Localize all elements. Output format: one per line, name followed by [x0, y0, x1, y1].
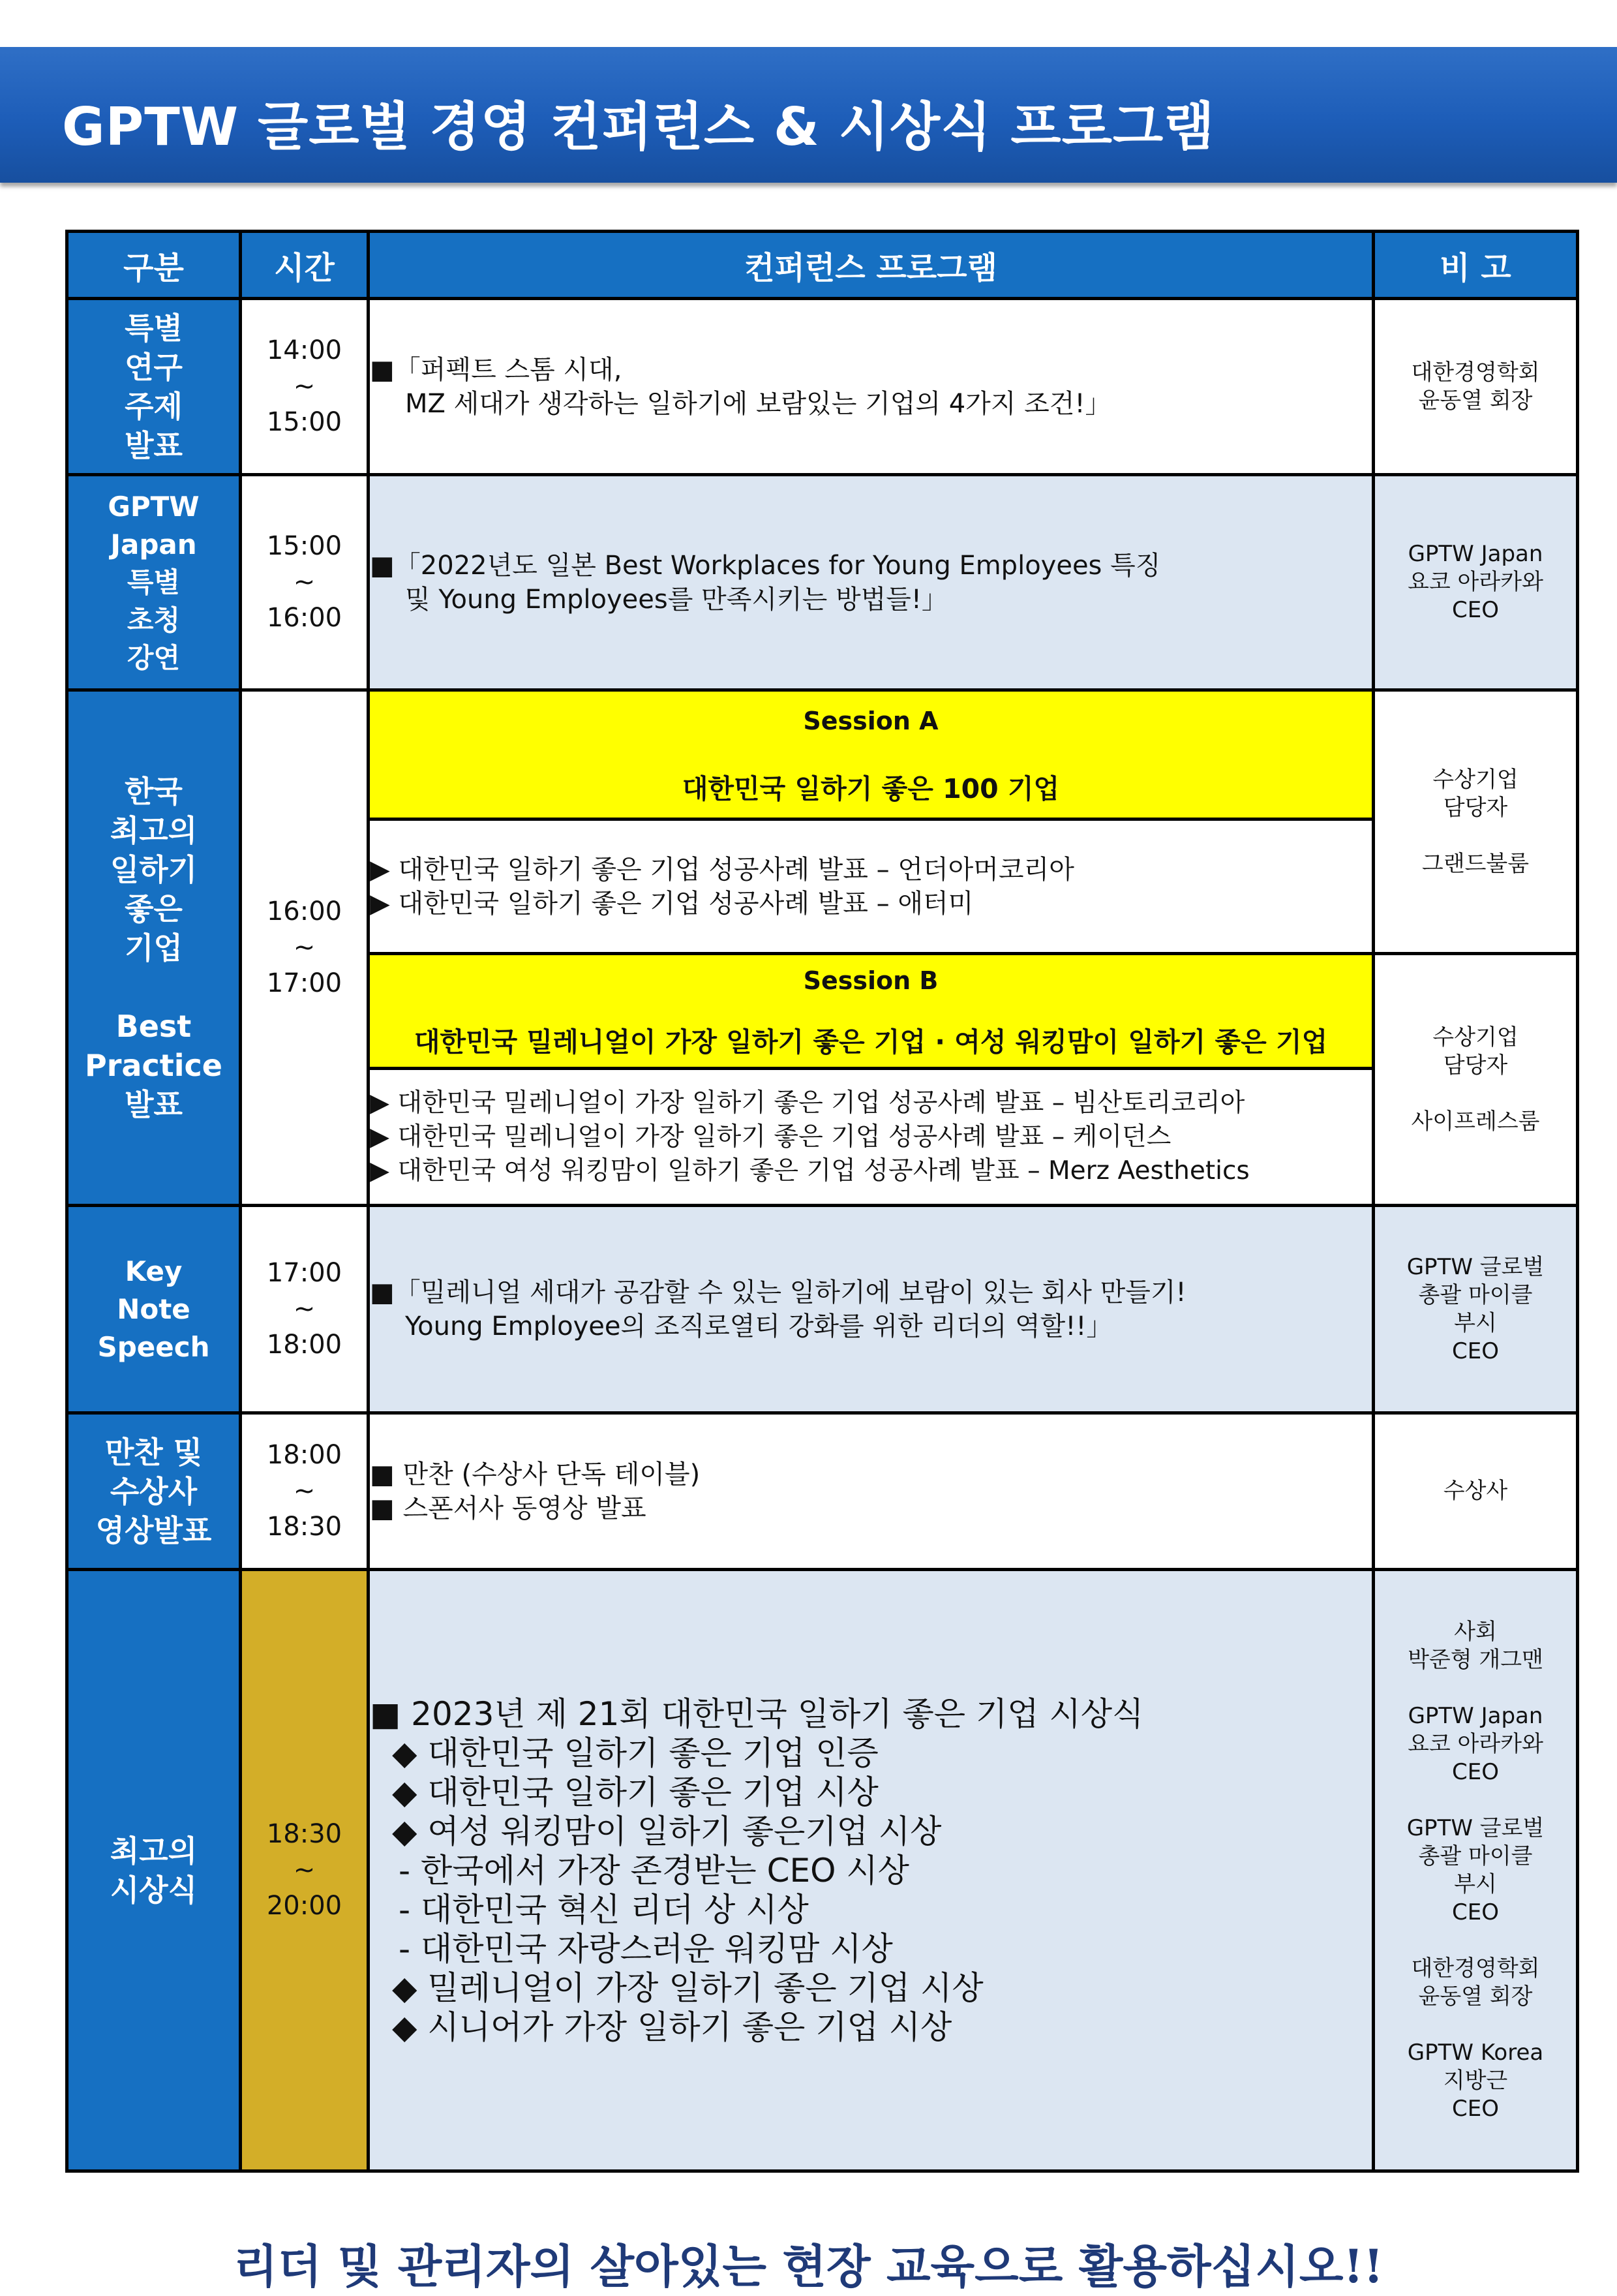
- list-item: ◆ 대한민국 일하기 좋은 기업 인증: [392, 1734, 879, 1772]
- program-cell: ■「밀레니얼 세대가 공감할 수 있는 일하기에 보람이 있는 회사 만들기! Young Employee의 조직로열티 강화를 위한 리더의 역할!!」: [369, 1206, 1374, 1413]
- list-item: ◆ 여성 워킹맘이 일하기 좋은기업 시상: [392, 1812, 942, 1850]
- category-cell: GPTW Japan 특별 초청 강연: [67, 475, 241, 690]
- note-cell: 사회 박준형 개그맨 GPTW Japan 요코 아라카와 CEO GPTW 글로벌 총괄 마이클 부시 CEO 대한경영학회 윤동열 회장 GPTW Korea 지방근 CEO: [1374, 1570, 1578, 2171]
- table-header-row: [67, 232, 1578, 299]
- time-cell: 18:00 ~ 18:30: [241, 1413, 369, 1570]
- column-header-time: 시간: [241, 232, 369, 299]
- list-item: - 대한민국 자랑스러운 워킹맘 시상: [399, 1929, 893, 1968]
- table-row: [67, 299, 1578, 475]
- list-item: - 한국에서 가장 존경받는 CEO 시상: [399, 1851, 909, 1890]
- time-cell: 16:00 ~ 17:00: [241, 690, 369, 1206]
- category-cell: 한국 최고의 일하기 좋은 기업 Best Practice 발표: [67, 690, 241, 1206]
- table-row: [67, 475, 1578, 690]
- column-header-note: 비 고: [1374, 232, 1578, 299]
- table-row: [67, 1206, 1578, 1413]
- session-b-subtitle: 대한민국 밀레니얼이 가장 일하기 좋은 기업 · 여성 워킹맘이 일하기 좋은 기업: [414, 1026, 1328, 1058]
- award-heading: ■ 2023년 제 21회 대한민국 일하기 좋은 기업 시상식: [370, 1694, 1144, 1733]
- list-item: ◆ 시니어가 가장 일하기 좋은 기업 시상: [392, 2008, 952, 2046]
- list-item: ◆ 밀레니얼이 가장 일하기 좋은 기업 시상: [392, 1968, 984, 2007]
- category-cell: 특별 연구 주제 발표: [67, 299, 241, 475]
- session-a-subtitle: 대한민국 일하기 좋은 100 기업: [682, 773, 1060, 804]
- time-cell: 15:00 ~ 16:00: [241, 475, 369, 690]
- session-b-items: ▶ 대한민국 밀레니얼이 가장 일하기 좋은 기업 성공사례 발표 – 빔산토리코리아 ▶ 대한민국 밀레니얼이 가장 일하기 좋은 기업 성공사례 발표 – 케이던스 ▶ 대한민국 여성 워킹맘이 일하기 좋은 기업 성공사례 발표 – Merz Aesthetics: [369, 1069, 1374, 1206]
- session-b-header: [369, 954, 1374, 1069]
- category-cell: 만찬 및 수상사 영상발표: [67, 1413, 241, 1570]
- table-row: [67, 1570, 1578, 2171]
- table-row: [67, 1413, 1578, 1570]
- program-cell: ■「퍼펙트 스톰 시대, MZ 세대가 생각하는 일하기에 보람있는 기업의 4가지 조건!」: [369, 299, 1374, 475]
- table-row: [67, 690, 1578, 819]
- note-cell: GPTW Japan 요코 아라카와 CEO: [1374, 475, 1578, 690]
- program-table: [65, 230, 1579, 2173]
- session-b-title: Session B: [803, 966, 939, 995]
- title-banner: [0, 47, 1617, 183]
- note-cell: 수상기업 담당자 그랜드불룸: [1374, 690, 1578, 954]
- list-item: - 대한민국 혁신 리더 상 시상: [399, 1890, 809, 1929]
- note-cell: GPTW 글로벌 총괄 마이클 부시 CEO: [1374, 1206, 1578, 1413]
- program-cell: ■ 만찬 (수상사 단독 테이블) ■ 스폰서사 동영상 발표: [369, 1413, 1374, 1570]
- category-cell: 최고의 시상식: [67, 1570, 241, 2171]
- column-header-program: 컨퍼런스 프로그램: [369, 232, 1374, 299]
- footer-slogan: 리더 및 관리자의 살아있는 현장 교육으로 활용하십시오!!: [234, 2239, 1383, 2293]
- note-cell: 수상기업 담당자 사이프레스룸: [1374, 954, 1578, 1206]
- time-cell: 18:30 ~ 20:00: [241, 1570, 369, 2171]
- note-cell: 수상사: [1374, 1413, 1578, 1570]
- program-cell: ■「2022년도 일본 Best Workplaces for Young Employees 특징 및 Young Employees를 만족시키는 방법들!」: [369, 475, 1374, 690]
- time-cell: 14:00 ~ 15:00: [241, 299, 369, 475]
- list-item: ◆ 대한민국 일하기 좋은 기업 시상: [392, 1773, 879, 1811]
- page-title: GPTW 글로벌 경영 컨퍼런스 & 시상식 프로그램: [62, 97, 1215, 157]
- time-cell: 17:00 ~ 18:00: [241, 1206, 369, 1413]
- column-header-category: 구분: [67, 232, 241, 299]
- session-a-header: [369, 690, 1374, 819]
- award-program-cell: [369, 1570, 1374, 2171]
- category-cell: Key Note Speech: [67, 1206, 241, 1413]
- note-cell: 대한경영학회 윤동열 회장: [1374, 299, 1578, 475]
- session-a-title: Session A: [803, 706, 939, 735]
- session-a-items: ▶ 대한민국 일하기 좋은 기업 성공사례 발표 – 언더아머코리아 ▶ 대한민국 일하기 좋은 기업 성공사례 발표 – 애터미: [369, 819, 1374, 954]
